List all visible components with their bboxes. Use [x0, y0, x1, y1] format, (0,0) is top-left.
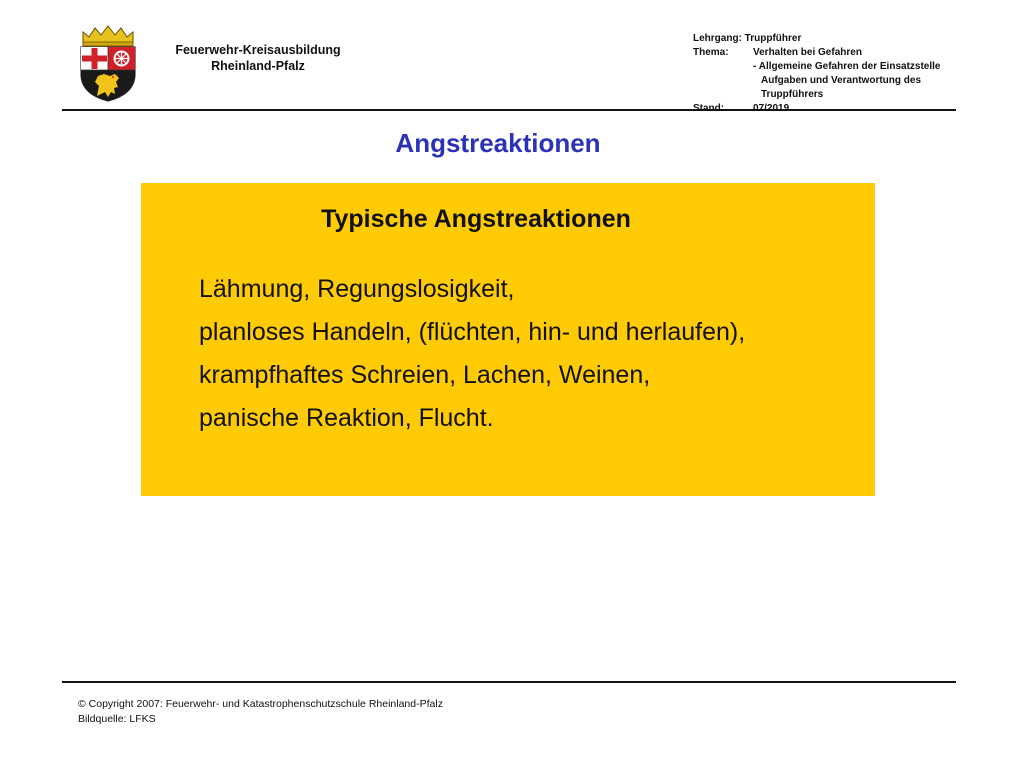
meta-thema-value: Verhalten bei Gefahren — [753, 47, 862, 58]
organization-name — [148, 42, 368, 74]
footer-divider — [62, 681, 956, 683]
footer — [78, 697, 443, 727]
content-box — [141, 183, 875, 496]
list-item: Lähmung, Regungslosigkeit, — [199, 275, 515, 303]
course-meta — [693, 32, 940, 116]
list-item: panische Reaktion, Flucht. — [199, 404, 494, 432]
org-line-2: Rheinland-Pfalz — [211, 59, 305, 73]
box-heading: Typische Angstreaktionen — [321, 205, 631, 233]
list-item: krampfhaftes Schreien, Lachen, Weinen, — [199, 361, 651, 389]
meta-thema-line-2: - Allgemeine Gefahren der Einsatzstelle — [753, 61, 941, 72]
org-line-1: Feuerwehr-Kreisausbildung — [175, 43, 341, 57]
meta-lehrgang-value: Truppführer — [744, 33, 802, 44]
meta-lehrgang-label: Lehrgang: — [693, 33, 742, 44]
coat-of-arms-icon — [77, 24, 139, 102]
reaction-list — [199, 268, 745, 440]
copyright-text: © Copyright 2007: Feuerwehr- und Katastrophenschutzschule Rheinland-Pfalz — [78, 698, 443, 710]
meta-lehrgang — [693, 32, 940, 46]
image-source-text: Bildquelle: LFKS — [78, 713, 156, 725]
slide-title: Angstreaktionen — [395, 128, 601, 158]
meta-thema — [693, 46, 940, 60]
header-divider — [62, 109, 956, 111]
meta-thema-label: Thema: — [693, 47, 729, 58]
meta-thema-line-4: Truppführers — [761, 89, 824, 100]
meta-thema-line-3: Aufgaben und Verantwortung des — [761, 75, 922, 86]
list-item: planloses Handeln, (flüchten, hin- und herlaufen), — [199, 318, 746, 346]
